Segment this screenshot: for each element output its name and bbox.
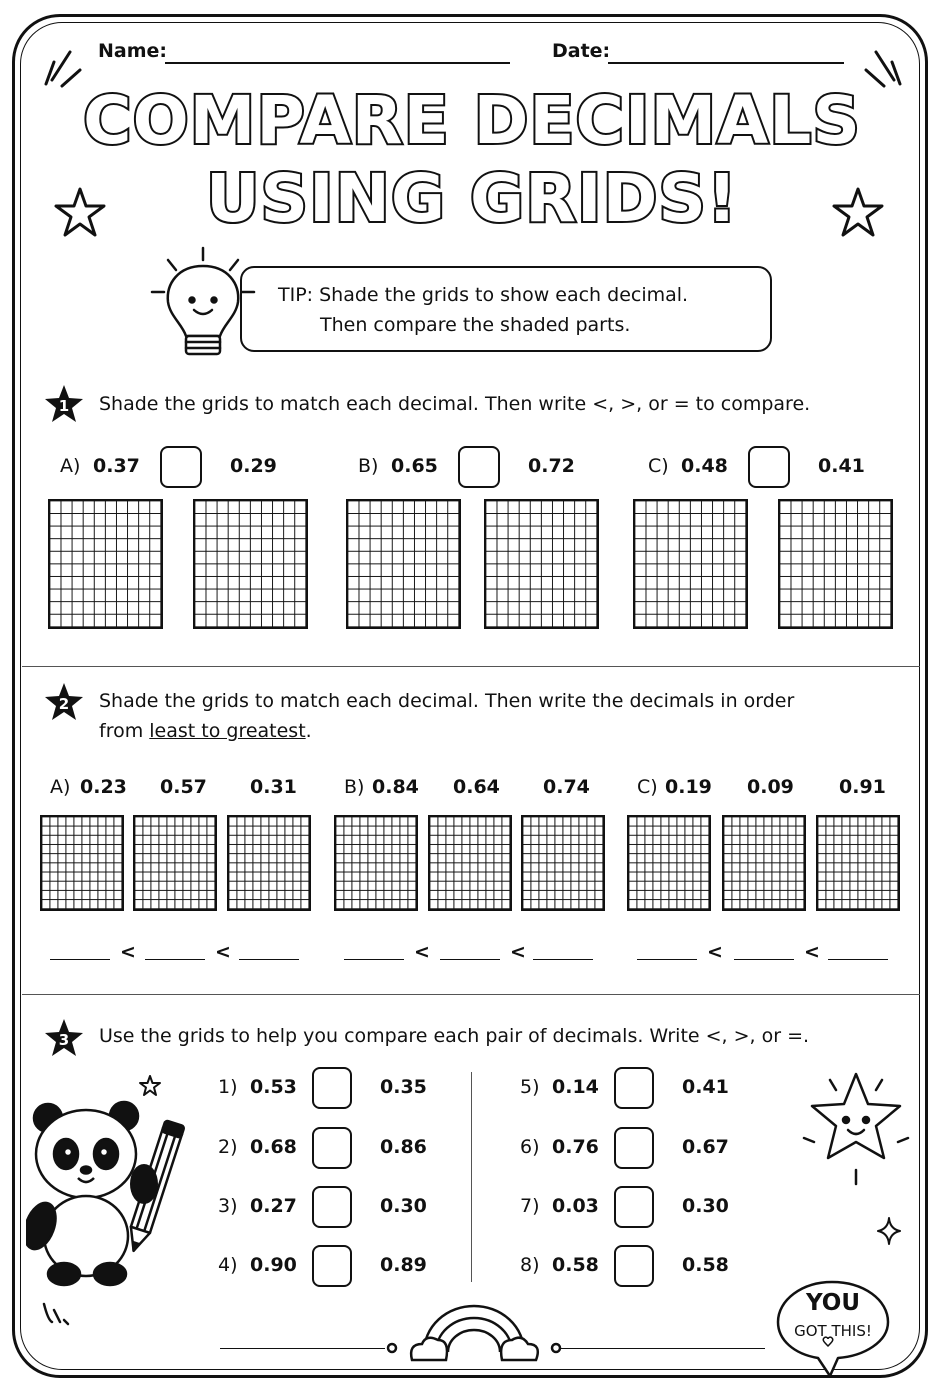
decimal-right: 0.35	[380, 1076, 427, 1098]
decimal-left: 0.03	[552, 1195, 599, 1217]
hundredths-grid[interactable]	[227, 815, 311, 911]
decimal-value: 0.23	[80, 776, 127, 798]
footer-line	[560, 1348, 765, 1349]
order-answer-blank[interactable]	[440, 959, 500, 960]
number-badge-1-icon	[44, 384, 84, 424]
bubble-line-1: YOU	[805, 1290, 861, 1316]
hundredths-grid[interactable]	[346, 499, 461, 629]
order-answer-blank[interactable]	[239, 959, 299, 960]
decimal-right: 0.89	[380, 1254, 427, 1276]
less-than-symbol: <	[510, 941, 526, 963]
pair-number: 7)	[520, 1195, 540, 1217]
section-divider	[22, 666, 920, 667]
decimal-left: 0.65	[391, 455, 438, 477]
title-line-2: USING GRIDS!	[205, 160, 739, 237]
less-than-symbol: <	[804, 941, 820, 963]
hundredths-grid[interactable]	[633, 499, 748, 629]
decimal-left: 0.68	[250, 1136, 297, 1158]
order-answer-blank[interactable]	[637, 959, 697, 960]
order-answer-blank[interactable]	[145, 959, 205, 960]
pair-number: 5)	[520, 1076, 540, 1098]
rainbow-icon	[384, 1296, 564, 1368]
section2-instruction-line2	[99, 716, 312, 746]
decimal-value: 0.91	[839, 776, 886, 798]
hundredths-grid[interactable]	[48, 499, 163, 629]
pair-number: 6)	[520, 1136, 540, 1158]
badge-number: 1	[58, 397, 70, 415]
decimal-value: 0.84	[372, 776, 419, 798]
pair-number: 4)	[218, 1254, 238, 1276]
small-star-icon	[138, 1074, 162, 1098]
pair-number: 3)	[218, 1195, 238, 1217]
number-badge-3-icon	[44, 1018, 84, 1058]
compare-answer-box[interactable]	[312, 1127, 352, 1169]
decimal-left: 0.37	[93, 455, 140, 477]
decimal-value: 0.19	[665, 776, 712, 798]
section1-instruction: Shade the grids to match each decimal. Then write <, >, or = to compare.	[99, 393, 811, 415]
panda-icon	[26, 1098, 186, 1288]
instruction-suffix: .	[305, 720, 312, 742]
tip-line-1: TIP: Shade the grids to show each decimal.	[278, 284, 689, 306]
decimal-left: 0.14	[552, 1076, 599, 1098]
bubble-line-2: GOT THIS!	[794, 1322, 872, 1340]
decimal-right: 0.58	[682, 1254, 729, 1276]
hundredths-grid[interactable]	[722, 815, 806, 911]
compare-answer-box[interactable]	[614, 1127, 654, 1169]
decimal-value: 0.64	[453, 776, 500, 798]
order-answer-blank[interactable]	[734, 959, 794, 960]
compare-answer-box[interactable]	[614, 1186, 654, 1228]
badge-number: 3	[58, 1031, 70, 1049]
star-icon	[830, 186, 886, 240]
hundredths-grid[interactable]	[816, 815, 900, 911]
decimal-left: 0.27	[250, 1195, 297, 1217]
decimal-value: 0.57	[160, 776, 207, 798]
decimal-right: 0.41	[682, 1076, 729, 1098]
decimal-value: 0.31	[250, 776, 297, 798]
number-badge-2-icon	[44, 682, 84, 722]
problem-label: B)	[344, 776, 365, 798]
compare-answer-box[interactable]	[458, 446, 500, 488]
hundredths-grid[interactable]	[484, 499, 599, 629]
hundredths-grid[interactable]	[133, 815, 217, 911]
date-label: Date:	[552, 40, 611, 62]
decimal-value: 0.74	[543, 776, 590, 798]
section3-instruction: Use the grids to help you compare each pair of decimals. Write <, >, or =.	[99, 1025, 810, 1047]
compare-answer-box[interactable]	[614, 1245, 654, 1287]
doodle-icon	[40, 1298, 74, 1328]
pair-number: 1)	[218, 1076, 238, 1098]
compare-answer-box[interactable]	[312, 1067, 352, 1109]
date-field[interactable]	[608, 62, 844, 64]
decimal-right: 0.67	[682, 1136, 729, 1158]
hundredths-grid[interactable]	[193, 499, 308, 629]
compare-answer-box[interactable]	[312, 1245, 352, 1287]
compare-answer-box[interactable]	[748, 446, 790, 488]
name-label: Name:	[98, 40, 168, 62]
compare-answer-box[interactable]	[160, 446, 202, 488]
pair-number: 8)	[520, 1254, 540, 1276]
decimal-right: 0.72	[528, 455, 575, 477]
name-field[interactable]	[165, 62, 510, 64]
star-icon	[52, 186, 108, 240]
decimal-right: 0.29	[230, 455, 277, 477]
order-answer-blank[interactable]	[50, 959, 110, 960]
less-than-symbol: <	[414, 941, 430, 963]
order-answer-blank[interactable]	[533, 959, 593, 960]
decimal-value: 0.09	[747, 776, 794, 798]
pair-number: 2)	[218, 1136, 238, 1158]
title-line-1: COMPARE DECIMALS	[83, 82, 861, 159]
less-than-symbol: <	[707, 941, 723, 963]
problem-label: C)	[637, 776, 658, 798]
instruction-emphasis: least to greatest	[149, 720, 306, 742]
decimal-right: 0.30	[682, 1195, 729, 1217]
problem-label: A)	[60, 455, 81, 477]
decimal-left: 0.90	[250, 1254, 297, 1276]
instruction-prefix: from	[99, 720, 150, 742]
hundredths-grid[interactable]	[627, 815, 711, 911]
compare-answer-box[interactable]	[614, 1067, 654, 1109]
hundredths-grid[interactable]	[334, 815, 418, 911]
footer-line	[220, 1348, 385, 1349]
column-separator	[471, 1072, 472, 1282]
less-than-symbol: <	[215, 941, 231, 963]
section-divider	[22, 994, 920, 995]
order-answer-blank[interactable]	[344, 959, 404, 960]
decimal-left: 0.76	[552, 1136, 599, 1158]
decimal-left: 0.58	[552, 1254, 599, 1276]
tip-line-2: Then compare the shaded parts.	[320, 314, 631, 336]
decimal-right: 0.86	[380, 1136, 427, 1158]
hundredths-grid[interactable]	[521, 815, 605, 911]
hundredths-grid[interactable]	[40, 815, 124, 911]
compare-answer-box[interactable]	[312, 1186, 352, 1228]
decimal-right: 0.30	[380, 1195, 427, 1217]
problem-label: A)	[50, 776, 71, 798]
hundredths-grid[interactable]	[778, 499, 893, 629]
decimal-left: 0.53	[250, 1076, 297, 1098]
order-answer-blank[interactable]	[828, 959, 888, 960]
decimal-right: 0.41	[818, 455, 865, 477]
smiling-star-icon	[796, 1066, 916, 1186]
badge-number: 2	[58, 695, 70, 713]
problem-label: C)	[648, 455, 669, 477]
problem-label: B)	[358, 455, 379, 477]
section2-instruction-line1: Shade the grids to match each decimal. Then write the decimals in order	[99, 690, 795, 712]
hundredths-grid[interactable]	[428, 815, 512, 911]
less-than-symbol: <	[120, 941, 136, 963]
decimal-left: 0.48	[681, 455, 728, 477]
sparkle-icon	[876, 1216, 902, 1246]
